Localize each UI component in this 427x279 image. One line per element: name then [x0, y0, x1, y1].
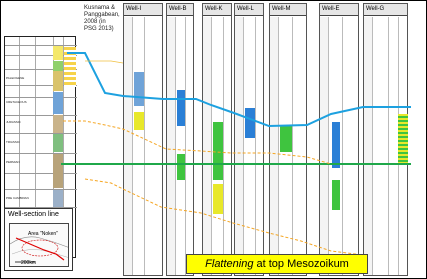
well-column-b — [166, 3, 194, 276]
strat-label-jurassic: JURASSIC — [6, 120, 21, 124]
flattening-caption — [186, 254, 368, 274]
area-label: Area "Noken" — [28, 231, 58, 237]
reference-line-3: PSG 2013) — [84, 26, 114, 32]
zone-blue — [134, 72, 144, 106]
well-column-g — [363, 3, 408, 276]
zone-green — [213, 122, 223, 180]
zone-green — [280, 126, 292, 152]
well-name: Well-E — [320, 4, 358, 16]
section-line — [16, 238, 64, 260]
well-column-e — [319, 3, 359, 276]
well-name: Well-G — [364, 4, 407, 16]
caption-italic: Flattening — [205, 258, 254, 270]
well-column-m — [269, 3, 307, 276]
strat-label-precambrian: PRE CAMBRIAN — [6, 196, 29, 200]
well-name: Well-B — [167, 4, 193, 16]
zone-green — [332, 180, 340, 210]
strat-label-cretaceous: CRETACEOUS — [6, 100, 27, 104]
caption-rest: at top Mesozoikum — [253, 258, 349, 270]
well-column-l — [234, 3, 264, 276]
well-name: Well-K — [203, 4, 231, 16]
reference-line-1: Kusnama & — [84, 5, 116, 11]
well-column-k — [202, 3, 232, 276]
location-map — [9, 223, 69, 267]
zone-blue — [245, 108, 255, 138]
well-name: Well-M — [270, 4, 306, 16]
legend-title: Well-section line — [8, 211, 59, 218]
strat-label-permian: PERMIAN — [6, 160, 20, 164]
well-column-i — [123, 3, 163, 276]
zone-green — [177, 154, 185, 180]
well-name: Well-I — [124, 4, 162, 16]
well-name: Well-L — [235, 4, 263, 16]
zone-blue — [332, 122, 340, 168]
well-section-legend — [4, 208, 73, 271]
reference-line-2: Panggabean, 2008 (in — [84, 12, 120, 25]
zone-yellow — [213, 184, 223, 214]
zone-yellow — [134, 112, 144, 130]
reference-citation — [84, 5, 124, 33]
strat-label-paleogene: PALEOGENE — [6, 76, 25, 80]
connector-line — [85, 61, 123, 63]
strat-label-triassic: TRIASSIC — [6, 140, 20, 144]
zone-blue — [177, 90, 185, 126]
scale-label: 200km — [21, 260, 37, 266]
zone-lithology-strip — [398, 114, 408, 164]
